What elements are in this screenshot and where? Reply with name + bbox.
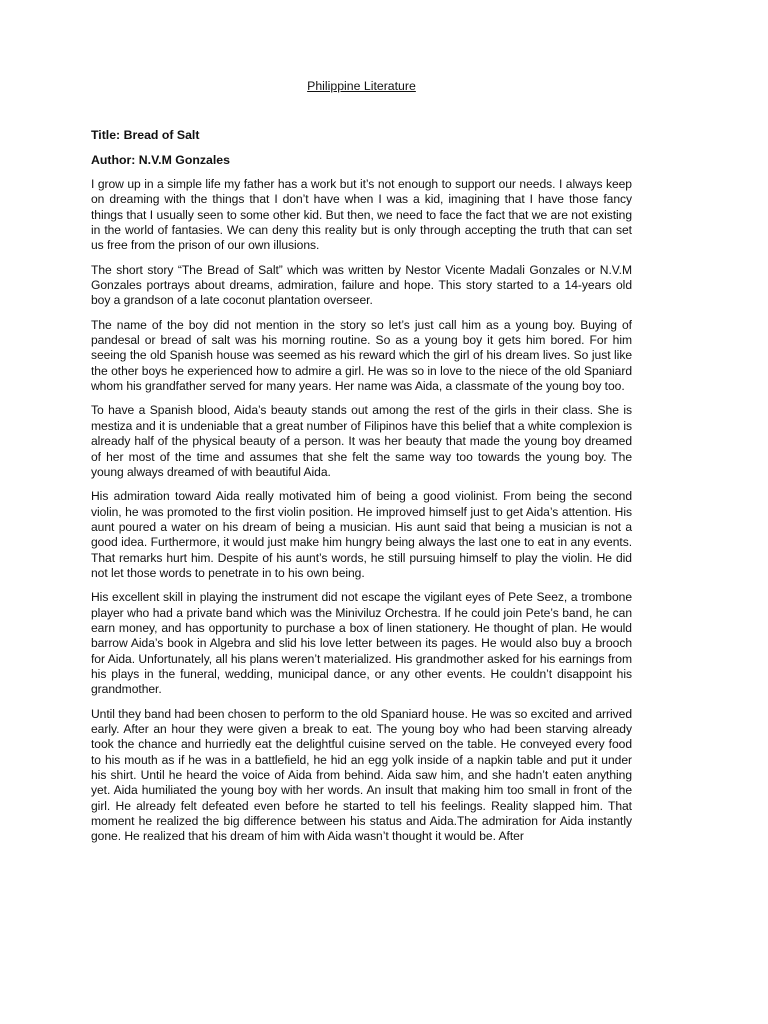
document-page <box>91 78 632 854</box>
paragraph-aida-beauty: To have a Spanish blood, Aida’s beauty stands out among the rest of the girls in their class. She is mestiza and it is undeniable that a great number of Filipinos have this belief that a white complexion is already half of the physical beauty of a person. It was her beauty that made the young boy dreamed of her most of the time and assumes that she felt the same way too towards the young boy. The young always dreamed of with beautiful Aida. <box>91 403 632 479</box>
paragraph-summary: The short story “The Bread of Salt” which was written by Nestor Vicente Madali Gonzales or N.V.M Gonzales portrays about dreams, admiration, failure and hope. This story started to a 14-years old boy a grandson of a late coconut plantation overseer. <box>91 262 632 308</box>
paragraph-young-boy: The name of the boy did not mention in the story so let’s just call him as a young boy. Buying of pandesal or bread of salt was his morning routine. So as a young boy it gets him bored. For him seeing the old Spanish house was seemed as his reward which the girl of his dream lives. So just like the other boys he experienced how to admire a girl. He was so in love to the niece of the old Spaniard whom his grandfather served for many years. Her name was Aida, a classmate of the young boy too. <box>91 317 632 394</box>
paragraph-violin: His admiration toward Aida really motivated him of being a good violinist. From being the second violin, he was promoted to the first violin position. He improved himself just to get Aida’s attention. His aunt poured a water on his dream of being a musician. His aunt said that being a musician is not a good idea. Furthermore, it would just make him hungry being always the last one to eat in any events. That remarks hurt him. Despite of his aunt’s words, he still pursuing himself to play the violin. He did not let those words to penetrate in to his own being. <box>91 489 632 580</box>
paragraph-spaniard-house: Until they band had been chosen to perform to the old Spaniard house. He was so excited and arrived early. After an hour they were given a break to eat. The young boy who had been starving already took the chance and hurriedly eat the delightful cuisine served on the table. He conveyed every food to his mouth as if he was in a battlefield, he hid an egg yolk inside of a napkin table and put it under his shirt. Until he heard the voice of Aida from behind. Aida saw him, and she hadn’t eaten anything yet. Aida humiliated the young boy with her words. An insult that making him too small in front of the girl. He already felt defeated even before he started to tell his feelings. Reality slapped him. That moment he realized the big difference between his status and Aida.The admiration for Aida instantly gone. He realized that his dream of him with Aida wasn’t thought it would be. After <box>91 706 632 844</box>
author-line: Author: N.V.M Gonzales <box>91 153 230 167</box>
paragraph-intro: I grow up in a simple life my father has a work but it’s not enough to support our needs. I always keep on dreaming with the things that I don’t have when I was a kid, imagining that I have those fancy things that I usually seen to some other kid. But then, we need to face the fact that we are not existing in the world of fantasies. We can deny this reality but is only through accepting the truth that can set us free from the prison of our own illusions. <box>91 177 632 253</box>
title-line: Title: Bread of Salt <box>91 128 200 142</box>
paragraph-band: His excellent skill in playing the instrument did not escape the vigilant eyes of Pete Seez, a trombone player who had a private band which was the Miniviluz Orchestra. If he could join Pete’s band, he can earn money, and has opportunity to purchase a box of linen stationery. He thought of plan. He would barrow Aida’s book in Algebra and slid his love letter between its pages. He would also buy a brooch for Aida. Unfortunately, all his plans weren’t materialized. His grandmother asked for his earnings from his plays in the funeral, wedding, municipal dance, or any other events. He couldn’t disappoint his grandmother. <box>91 590 632 697</box>
document-header: Philippine Literature <box>307 79 416 93</box>
